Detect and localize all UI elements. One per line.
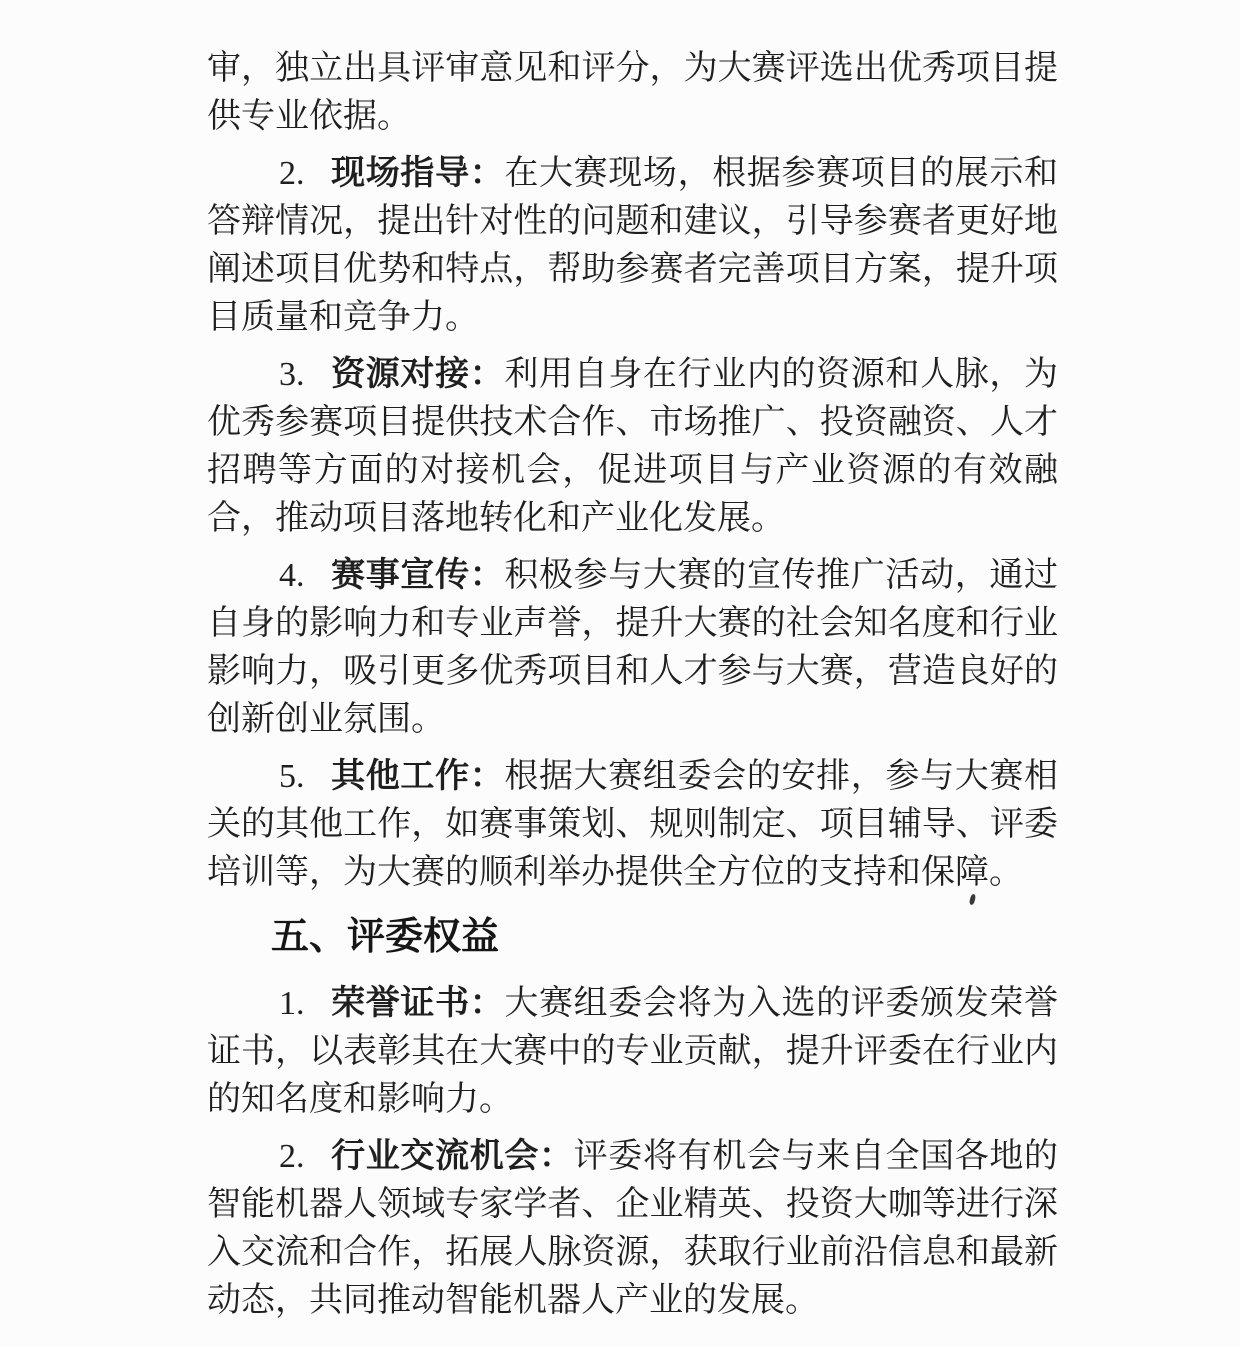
duty-item-4 xyxy=(207,551,1058,744)
item-number: 4. xyxy=(279,557,305,594)
item-lead: 行业交流机会： xyxy=(330,1137,574,1175)
item-text: 积极参与大赛的宣传推广活动，通过自身的影响力和专业声誉，提升大赛的社会知名度和行业影响力，吸引更多优秀项目和人才参与大赛，营造良好的创新创业氛围。 xyxy=(207,557,1059,738)
item-lead: 赛事宣传： xyxy=(330,556,505,594)
item-text: 利用自身在行业内的资源和人脉，为优秀参赛项目提供技术合作、市场推广、投资融资、人才招聘等方面的对接机会，促进项目与产业资源的有效融合，推动项目落地转化和产业化发展。 xyxy=(207,356,1059,537)
duty-item-5 xyxy=(207,752,1058,897)
item-number: 2. xyxy=(279,1138,305,1175)
duty-item-3 xyxy=(207,350,1058,543)
item-lead: 资源对接： xyxy=(330,355,505,393)
item-lead: 现场指导： xyxy=(330,154,505,192)
item-text: 大赛组委会将为入选的评委颁发荣誉证书，以表彰其在大赛中的专业贡献，提升评委在行业内的知名度和影响力。 xyxy=(207,985,1059,1118)
benefit-item-1 xyxy=(207,979,1058,1124)
section-heading-benefits: 五、评委权益 xyxy=(271,916,500,958)
item-text: 根据大赛组委会的安排，参与大赛相关的其他工作，如赛事策划、规则制定、项目辅导、评委培训等，为大赛的顺利举办提供全方位的支持和保障。 xyxy=(207,758,1059,891)
item-lead: 荣誉证书： xyxy=(330,984,505,1022)
item-lead: 其他工作： xyxy=(330,757,505,795)
item-number: 2. xyxy=(279,155,305,192)
duty-item-2 xyxy=(207,149,1058,342)
item-text: 评委将有机会与来自全国各地的智能机器人领域专家学者、企业精英、投资大咖等进行深入交流和合作，拓展人脉资源，获取行业前沿信息和最新动态，共同推动智能机器人产业的发展。 xyxy=(207,1138,1059,1319)
paragraph-continuation: 审，独立出具评审意见和评分，为大赛评选出优秀项目提供专业依据。 xyxy=(207,50,1058,135)
item-number: 1. xyxy=(279,985,305,1022)
item-number: 5. xyxy=(279,758,305,795)
benefit-item-2 xyxy=(207,1132,1058,1325)
item-number: 3. xyxy=(279,356,305,393)
item-text: 在大赛现场，根据参赛项目的展示和答辩情况，提出针对性的问题和建议，引导参赛者更好地阐述项目优势和特点，帮助参赛者完善项目方案，提升项目质量和竞争力。 xyxy=(207,155,1059,336)
